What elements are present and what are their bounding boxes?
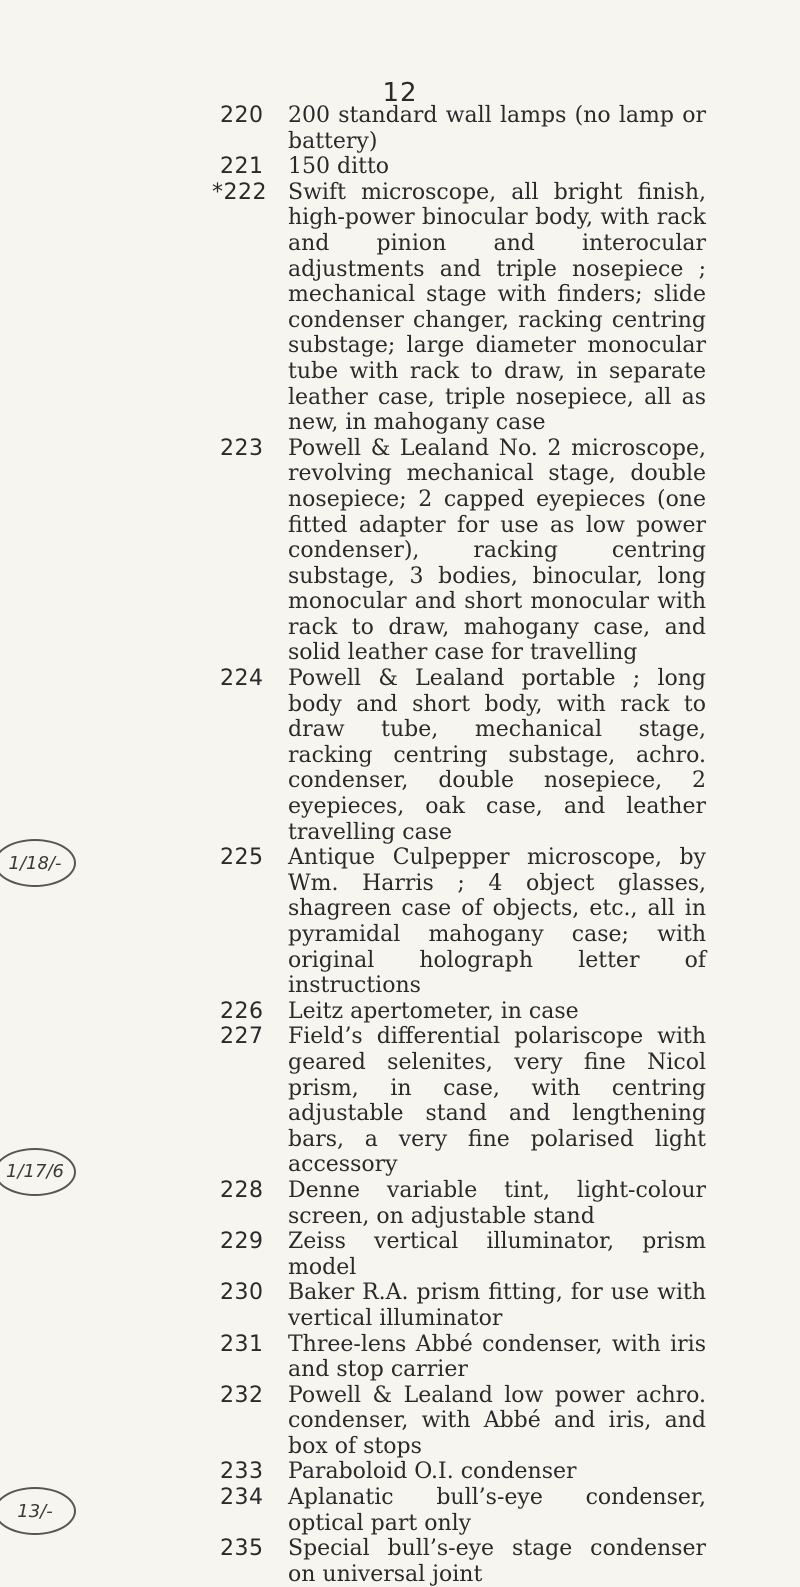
lot-description: Paraboloid O.I. condenser	[288, 1459, 577, 1485]
lot-224	[0, 666, 800, 845]
lot-number: 226	[220, 998, 264, 1024]
lot-number: 234	[220, 1485, 264, 1511]
handwritten-price-note	[0, 1487, 76, 1535]
lot-description: Antique Culpepper microscope, by Wm. Harris ; 4 object glasses, shagreen case of objects, etc., all in pyramidal mahogany case; with original holograph letter of instructions	[288, 845, 706, 999]
lot-235	[0, 1536, 800, 1587]
lot-description: Denne variable tint, light-colour screen, on adjustable stand	[288, 1177, 706, 1229]
lot-description: 150 ditto	[288, 154, 390, 180]
lot-number: 220	[220, 103, 264, 128]
lot-232	[0, 1383, 800, 1460]
price-note-text: 1/17/6	[6, 1161, 64, 1183]
lot-description: Swift microscope, all bright finish, high-power binocular body, with rack and pinion and interocular adjustments and triple nosepiece ; mechanical stage with finders; slide condenser changer, racking centring substage; large diameter monocular tube with rack to draw, in separate leather case, triple nosepiece, all as new, in mahogany case	[288, 179, 706, 436]
page-number: 12	[382, 78, 418, 108]
lot-description: Baker R.A. prism fitting, for use with vertical illuminator	[288, 1280, 706, 1331]
lot-number: 221	[220, 154, 264, 180]
lot-231	[0, 1332, 800, 1383]
lot-description: Powell & Lealand No. 2 microscope, revolving mechanical stage, double nosepiece; 2 capped eyepieces (one fitted adapter for use as low power condenser), racking centring substage, 3 bodies, binocular, long monocular and short monocular with rack to draw, mahogany case, and solid leather case for travelling	[288, 435, 706, 666]
handwritten-price-note	[0, 839, 76, 887]
lot-220	[0, 103, 800, 154]
lot-234	[0, 1485, 800, 1536]
price-note-text: 1/18/-	[8, 852, 62, 874]
handwritten-price-note	[0, 1148, 76, 1196]
lot-223	[0, 436, 800, 666]
lot-number: 232	[220, 1382, 264, 1408]
lot-list	[0, 103, 800, 1587]
lot-description: Powell & Lealand portable ; long body and short body, with rack to draw tube, mechanical stage, racking centring substage, achro. condenser, double nosepiece, 2 eyepieces, oak case, and leather travelling case	[288, 666, 706, 845]
lot-222	[0, 180, 800, 436]
lot-description: Powell & Lealand low power achro. condenser, with Abbé and iris, and box of stops	[288, 1382, 706, 1459]
lot-description: 200 standard wall lamps (no lamp or battery)	[288, 103, 706, 154]
lot-227	[0, 1024, 800, 1178]
lot-221	[0, 154, 800, 180]
lot-number: 230	[220, 1280, 264, 1306]
lot-description: Field’s differential polariscope with geared selenites, very fine Nicol prism, in case, with centring adjustable stand and lengthening bars, a very fine polarised light accessory	[288, 1024, 706, 1178]
lot-number: 233	[220, 1459, 264, 1485]
lot-description: Three-lens Abbé condenser, with iris and stop carrier	[288, 1331, 706, 1383]
lot-226	[0, 999, 800, 1025]
lot-number: 224	[220, 666, 264, 692]
lot-number: 227	[220, 1024, 264, 1050]
lot-number: 225	[220, 845, 264, 871]
lot-number: 229	[220, 1229, 264, 1255]
lot-228	[0, 1161, 800, 1229]
lot-number: 228	[220, 1177, 264, 1203]
lot-number: 235	[220, 1536, 264, 1562]
lot-number: 231	[220, 1331, 264, 1357]
lot-225	[0, 845, 800, 999]
lot-description: Leitz apertometer, in case	[288, 998, 579, 1024]
lot-description: Zeiss vertical illuminator, prism model	[288, 1229, 706, 1280]
lot-233	[0, 1459, 800, 1485]
lot-description: Special bull’s-eye stage condenser on universal joint	[288, 1536, 706, 1587]
lot-description: Aplanatic bull’s-eye condenser, optical part only	[288, 1485, 706, 1536]
lot-number: 223	[220, 435, 264, 461]
price-note-text: 13/-	[17, 1500, 53, 1522]
lot-230	[0, 1280, 800, 1331]
lot-number: *222	[212, 179, 267, 205]
lot-229	[0, 1229, 800, 1280]
